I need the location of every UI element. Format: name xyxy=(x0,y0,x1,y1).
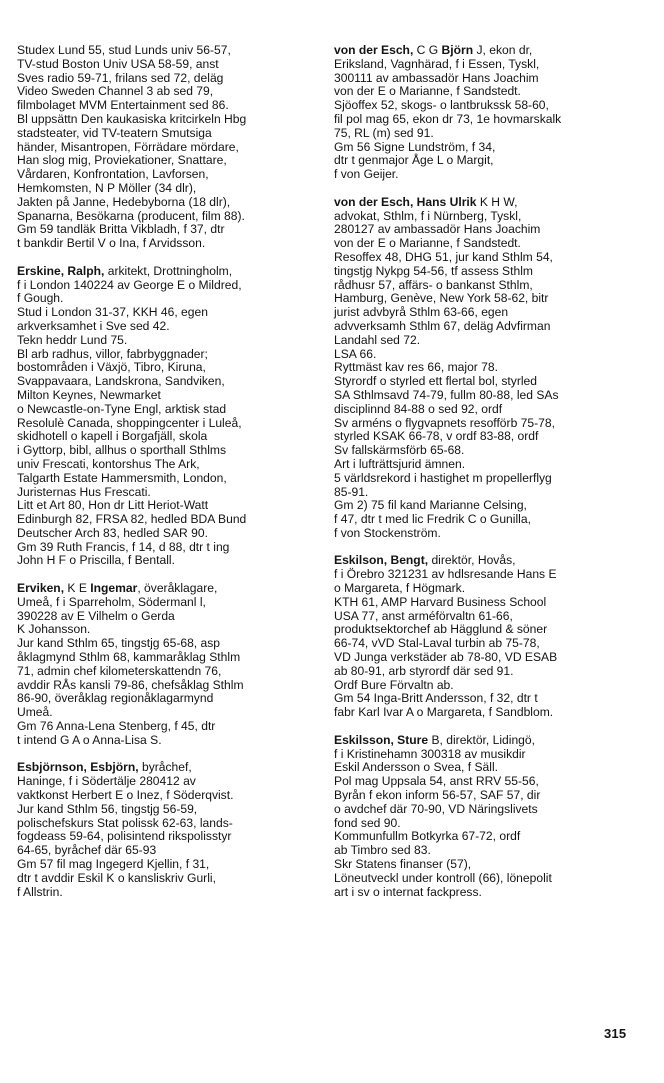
entry-line xyxy=(17,582,309,596)
entry-line xyxy=(334,44,626,58)
entry-text: jurist advbyrå Sthlm 63-66, egen xyxy=(334,305,509,320)
entry-name: Björn xyxy=(441,43,474,57)
entry-text: LSA 66. xyxy=(334,346,377,361)
entry-text: 390228 av E Vilhelm o Gerda xyxy=(17,608,175,623)
entry-text: ab Timbro sed 83. xyxy=(334,843,431,858)
entry-line xyxy=(334,389,626,403)
entry-text: t bankdir Bertil V o Ina, f Arvidsson. xyxy=(17,236,206,251)
entry-line xyxy=(334,458,626,472)
entry-erskine-ralph xyxy=(17,265,309,569)
entry-text: händer, Misantropen, Förrädare mördare, xyxy=(17,139,239,154)
entry-text: USA 77, anst arméförvaltn 61-66, xyxy=(334,608,513,623)
entry-line xyxy=(17,154,309,168)
entry-line xyxy=(334,375,626,389)
entry-erviken-ingemar xyxy=(17,582,309,748)
entry-text: Milton Keynes, Newmarket xyxy=(17,387,161,402)
entry-line xyxy=(334,99,626,113)
entry-text: Tekn heddr Lund 75. xyxy=(17,332,128,347)
entry-text: filmbolaget MVM Entertainment sed 86. xyxy=(17,98,229,113)
entry-text: Gm 57 fil mag Ingegerd Kjellin, f 31, xyxy=(17,857,210,872)
entry-text: 300111 av ambassadör Hans Joachim xyxy=(334,70,539,85)
entry-text: Löneutveckl under kontroll (66), lönepolit xyxy=(334,870,552,885)
entry-text: von der E o Marianne, f Sandstedt. xyxy=(334,84,521,99)
entry-text: arkitekt, Drottningholm, xyxy=(104,263,233,278)
entry-text: Gm 59 tandläk Britta Vikbladh, f 37, dtr xyxy=(17,222,225,237)
entry-line xyxy=(17,389,309,403)
entry-text: Jur kand Sthlm 65, tingstjg 65-68, asp xyxy=(17,636,221,651)
entry-line xyxy=(17,499,309,513)
entry-text: Hemkomsten, N P Möller (34 dlr), xyxy=(17,180,197,195)
entry-text: dtr t avddir Eskil K o kansliskriv Gurli, xyxy=(17,870,216,885)
entry-text: f von Geijer. xyxy=(334,167,399,182)
entry-line xyxy=(17,720,309,734)
entry-text: univ Frescati, kontorshus The Ark, xyxy=(17,456,200,471)
entry-esbjornson-esbjorn xyxy=(17,761,309,899)
entry-eskilsson-sture xyxy=(334,734,626,900)
entry-text: advverksamh Sthlm 67, deläg Advfirman xyxy=(334,318,551,333)
entry-text: Eskil Andersson o Svea, f Säll. xyxy=(334,760,499,775)
entry-text: 66-74, vVD Stal-Laval turbin ab 75-78, xyxy=(334,636,540,651)
entry-text: bostområden i Växjö, Tibro, Kiruna, xyxy=(17,360,206,375)
entry-line xyxy=(334,265,626,279)
entry-text: Haninge, f i Södertälje 280412 av xyxy=(17,774,196,789)
entry-line xyxy=(334,210,626,224)
entry-line xyxy=(334,803,626,817)
entry-line xyxy=(17,872,309,886)
entry-text: produktsektorchef ab Hägglund & söner xyxy=(334,622,548,637)
entry-line xyxy=(334,775,626,789)
entry-line xyxy=(334,568,626,582)
entry-text: stadsteater, vid TV-teatern Smutsiga xyxy=(17,125,212,140)
entry-line xyxy=(17,665,309,679)
entry-text: t intend G A o Anna-Lisa S. xyxy=(17,732,162,747)
entry-line xyxy=(334,58,626,72)
entry-line xyxy=(334,486,626,500)
entry-line xyxy=(17,279,309,293)
entry-text: f Gough. xyxy=(17,291,64,306)
entry-text: TV-stud Boston Univ USA 58-59, anst xyxy=(17,56,219,71)
entry-line xyxy=(17,320,309,334)
entry-text: o Newcastle-on-Tyne Engl, arktisk stad xyxy=(17,401,227,416)
entry-line xyxy=(17,858,309,872)
entry-text: dtr t genmajor Åge L o Margit, xyxy=(334,153,494,168)
entry-line xyxy=(334,872,626,886)
entry-line xyxy=(17,886,309,900)
entry-line xyxy=(334,196,626,210)
entry-line xyxy=(334,72,626,86)
entry-line xyxy=(334,334,626,348)
entry-line xyxy=(17,72,309,86)
entry-line xyxy=(17,596,309,610)
entry-line xyxy=(334,886,626,900)
entry-text: f von Stockenström. xyxy=(334,525,441,540)
entry-text: ab 80-91, arb styrordf där sed 91. xyxy=(334,663,514,678)
entry-line xyxy=(334,706,626,720)
entry-line xyxy=(17,444,309,458)
entry-text: Gm 76 Anna-Lena Stenberg, f 45, dtr xyxy=(17,719,216,734)
entry-line xyxy=(17,458,309,472)
entry-line xyxy=(334,306,626,320)
entry-line xyxy=(334,858,626,872)
entry-line xyxy=(17,99,309,113)
entry-text: åklagmynd Sthlm 68, kammaråklag Sthlm xyxy=(17,650,241,665)
entry-line xyxy=(17,844,309,858)
entry-text: skidhotell o kapell i Borgafjäll, skola xyxy=(17,429,208,444)
entry-text: Bl arb radhus, villor, fabrbyggnader; xyxy=(17,346,208,361)
entry-line xyxy=(17,541,309,555)
entry-line xyxy=(17,513,309,527)
entry-text: Kommunfullm Botkyrka 67-72, ordf xyxy=(334,829,521,844)
entry-line xyxy=(17,472,309,486)
entry-line xyxy=(334,430,626,444)
entry-name: Eskilsson, Sture xyxy=(334,732,429,747)
entry-text: f i Örebro 321231 av hdlsresande Hans E xyxy=(334,567,557,582)
left-column xyxy=(17,44,309,913)
entry-line xyxy=(334,651,626,665)
entry-text: fil pol mag 65, ekon dr 73, 1e hovmarskalk xyxy=(334,111,562,126)
entry-line xyxy=(17,637,309,651)
entry-line xyxy=(334,610,626,624)
entry-line xyxy=(334,527,626,541)
entry-line xyxy=(17,692,309,706)
entry-text: f 47, dtr t med lic Fredrik C o Gunilla, xyxy=(334,512,531,527)
entry-line xyxy=(334,637,626,651)
entry-text: disciplinnd 84-88 o sed 92, ordf xyxy=(334,401,503,416)
entry-text: f i London 140224 av George E o Mildred, xyxy=(17,277,242,292)
entry-line xyxy=(334,665,626,679)
entry-line xyxy=(17,85,309,99)
entry-line xyxy=(17,265,309,279)
entry-text: Sv fallskärmsförb 65-68. xyxy=(334,443,465,458)
entry-line xyxy=(17,361,309,375)
entry-text: J, ekon dr, xyxy=(473,43,533,57)
entry-text: Stud i London 31-37, KKH 46, egen xyxy=(17,305,208,320)
page-number: 315 xyxy=(604,1026,627,1041)
entry-text: Byrån f ekon inform 56-57, SAF 57, dir xyxy=(334,788,541,803)
entry-text: Edinburgh 82, FRSA 82, hedled BDA Bund xyxy=(17,512,247,527)
entry-line xyxy=(334,85,626,99)
entry-line xyxy=(17,789,309,803)
entry-line xyxy=(334,444,626,458)
entry-name: Ingemar xyxy=(90,581,138,596)
entry-text: 5 världsrekord i hastighet m propellerflyg xyxy=(334,470,552,485)
entry-text: f i Kristinehamn 300318 av musikdir xyxy=(334,746,526,761)
entry-text: fogdeass 59-64, polisintend rikspolisstyr xyxy=(17,829,232,844)
entry-text: Gm 56 Signe Lundström, f 34, xyxy=(334,139,496,154)
entry-text: byråchef, xyxy=(138,760,192,775)
entry-line xyxy=(334,761,626,775)
entry-line xyxy=(334,292,626,306)
entry-text: 86-90, överåklag regionåklagarmynd xyxy=(17,691,214,706)
entry-text: Jakten på Janne, Hedebyborna (18 dlr), xyxy=(17,194,231,209)
entry-line xyxy=(334,237,626,251)
entry-line xyxy=(334,789,626,803)
entry-line xyxy=(17,196,309,210)
entry-text: 75, RL (m) sed 91. xyxy=(334,125,434,140)
entry-line xyxy=(334,499,626,513)
entry-text: arkverksamhet i Sve sed 42. xyxy=(17,318,170,333)
entry-text: Han slog mig, Proviekationer, Snattare, xyxy=(17,153,227,168)
entry-text: fond sed 90. xyxy=(334,815,401,830)
entry-text: avddir RÅs kansli 79-86, chefsåklag Sthlm xyxy=(17,677,244,692)
entry-text: K E xyxy=(64,581,91,596)
entry-line xyxy=(334,582,626,596)
entry-line xyxy=(17,706,309,720)
entry-text: Talgarth Estate Hammersmith, London, xyxy=(17,470,227,485)
entry-text: C G xyxy=(413,43,442,57)
entry-text: direktör, Hovås, xyxy=(428,553,516,568)
entry-line xyxy=(334,417,626,431)
entry-text: VD Junga verkstäder ab 78-80, VD ESAB xyxy=(334,650,558,665)
entry-line xyxy=(17,679,309,693)
entry-line xyxy=(334,844,626,858)
entry-text: KTH 61, AMP Harvard Business School xyxy=(334,594,547,609)
entry-text: 71, admin chef kilometerskattendn 76, xyxy=(17,663,222,678)
entry-line xyxy=(334,320,626,334)
entry-text: 280127 av ambassadör Hans Joachim xyxy=(334,222,541,237)
entry-text: Ordf Bure Förvaltn ab. xyxy=(334,677,454,692)
entry-line xyxy=(17,375,309,389)
entry-text: f Allstrin. xyxy=(17,884,63,899)
entry-text: Resolulè Canada, shoppingcenter i Luleå, xyxy=(17,415,242,430)
entry-line xyxy=(334,251,626,265)
entry-name: Erskine, Ralph, xyxy=(17,263,105,278)
entry-line xyxy=(17,527,309,541)
entry-line xyxy=(334,679,626,693)
entry-line xyxy=(17,554,309,568)
entry-text: fabr Karl Ivar A o Margareta, f Sandblom. xyxy=(334,705,554,720)
entry-text: Vårdaren, Konfrontation, Lavforsen, xyxy=(17,167,209,182)
entry-text: o Margareta, f Högmark. xyxy=(334,581,466,596)
entry-text: i Gyttorp, bibl, allhus o sporthall Sthlms xyxy=(17,443,227,458)
entry-text: 64-65, byråchef där 65-93 xyxy=(17,843,157,858)
entry-line xyxy=(334,748,626,762)
entry-line xyxy=(17,141,309,155)
entry-text: von der E o Marianne, f Sandstedt. xyxy=(334,236,521,251)
entry-text: John H F o Priscilla, f Bentall. xyxy=(17,553,175,568)
entry-text: styrled KSAK 66-78, v ordf 83-88, ordf xyxy=(334,429,539,444)
entry-line xyxy=(17,306,309,320)
entry-line xyxy=(17,775,309,789)
entry-line xyxy=(17,623,309,637)
entry-eskilson-bengt xyxy=(334,554,626,720)
entry-text: o avdchef där 70-90, VD Näringslivets xyxy=(334,801,538,816)
entry-text: Gm 39 Ruth Francis, f 14, d 88, dtr t ing xyxy=(17,539,230,554)
entry-line xyxy=(334,472,626,486)
entry-line xyxy=(334,830,626,844)
entry-text: Pol mag Uppsala 54, anst RRV 55-56, xyxy=(334,774,539,789)
entry-text: advokat, Sthlm, f i Nürnberg, Tyskl, xyxy=(334,208,522,223)
entry-text: , överåklagare, xyxy=(137,581,218,596)
entry-text: Umeå. xyxy=(17,705,53,720)
entry-text: Studex Lund 55, stud Lunds univ 56-57, xyxy=(17,43,231,57)
entry-line xyxy=(334,348,626,362)
entry-line xyxy=(334,223,626,237)
entry-line xyxy=(17,417,309,431)
entry-line xyxy=(334,817,626,831)
entry-text: Sves radio 59-71, frilans sed 72, deläg xyxy=(17,70,224,85)
entry-line xyxy=(17,237,309,251)
entry-text: Litt et Art 80, Hon dr Litt Heriot-Watt xyxy=(17,498,209,513)
entry-text: polischefskurs Stat polissk 62-63, lands- xyxy=(17,815,233,830)
entry-text: art i sv o internat fackpress. xyxy=(334,884,482,899)
entry-line xyxy=(17,44,309,58)
entry-line xyxy=(17,610,309,624)
entry-text: Sv arméns o flygvapnets resofförb 75-78, xyxy=(334,415,555,430)
entry-line xyxy=(17,58,309,72)
entry-line xyxy=(17,348,309,362)
entry-line xyxy=(334,623,626,637)
entry-line xyxy=(334,403,626,417)
entry-line xyxy=(17,486,309,500)
entry-line xyxy=(17,403,309,417)
entry-line xyxy=(17,292,309,306)
entry-text: Resoffex 48, DHG 51, jur kand Sthlm 54, xyxy=(334,249,553,264)
entry-line xyxy=(17,803,309,817)
entry-von-der-esch-hans-ulrik xyxy=(334,196,626,541)
entry-line xyxy=(17,430,309,444)
entry-text: K H W, xyxy=(476,194,518,209)
entry-text: vaktkonst Herbert E o Inez, f Söderqvist. xyxy=(17,788,234,803)
entry-name: Eskilson, Bengt, xyxy=(334,553,429,568)
entry-text: Skr Statens finanser (57), xyxy=(334,857,472,872)
entry-line xyxy=(17,830,309,844)
entry-line xyxy=(334,361,626,375)
entry-text: Sjöoffex 52, skogs- o lantbrukssk 58-60, xyxy=(334,98,549,113)
entry-text: tingstjg Nykpg 54-56, tf assess Sthlm xyxy=(334,263,533,278)
entry-text: Svappavaara, Landskrona, Sandviken, xyxy=(17,374,225,389)
entry-text: rådhusr 57, affärs- o bankanst Sthlm, xyxy=(334,277,533,292)
entry-text: Art i lufträttsjurid ämnen. xyxy=(334,456,466,471)
entry-text: Styrordf o styrled ett flertal bol, styrled xyxy=(334,374,537,389)
entry-name: von der Esch, Hans Ulrik xyxy=(334,194,477,209)
entry-line xyxy=(334,513,626,527)
entry-text: Deutscher Arch 83, hedled SAR 90. xyxy=(17,525,208,540)
entry-line xyxy=(17,168,309,182)
entry-line xyxy=(17,223,309,237)
entry-text: Bl uppsättn Den kaukasiska kritcirkeln Hbg xyxy=(17,111,247,126)
entry-von-der-esch-cg-bjorn xyxy=(334,44,626,182)
entry-text: Hamburg, Genève, New York 58-62, bitr xyxy=(334,291,549,306)
entry-line xyxy=(334,154,626,168)
entry-text: K Johansson. xyxy=(17,622,91,637)
entry-text: Eriksland, Vagnhärad, f i Essen, Tyskl, xyxy=(334,56,540,71)
entry-line xyxy=(334,596,626,610)
entry-line xyxy=(17,761,309,775)
entry-line xyxy=(17,817,309,831)
entry-line xyxy=(17,651,309,665)
entry-line xyxy=(334,692,626,706)
entry-text: Gm 54 Inga-Britt Andersson, f 32, dtr t xyxy=(334,691,538,706)
entry-line xyxy=(334,113,626,127)
entry-text: Juristernas Hus Frescati. xyxy=(17,484,151,499)
entry-line xyxy=(334,279,626,293)
entry-continued xyxy=(17,44,309,251)
entry-line xyxy=(17,334,309,348)
entry-text: Video Sweden Channel 3 ab sed 79, xyxy=(17,84,214,99)
entry-line xyxy=(17,127,309,141)
entry-text: 85-91. xyxy=(334,484,369,499)
entry-line xyxy=(17,734,309,748)
entry-text: Ryttmäst kav res 66, major 78. xyxy=(334,360,498,375)
entry-line xyxy=(334,168,626,182)
entry-text: Spanarna, Besökarna (producent, film 88). xyxy=(17,208,245,223)
entry-text: Landahl sed 72. xyxy=(334,332,421,347)
entry-line xyxy=(17,113,309,127)
entry-name: Erviken, xyxy=(17,581,65,596)
entry-text: B, direktör, Lidingö, xyxy=(428,732,535,747)
entry-text: Umeå, f i Sparreholm, Södermanl l, xyxy=(17,594,206,609)
entry-name: von der Esch, xyxy=(334,43,414,57)
entry-name: Esbjörnson, Esbjörn, xyxy=(17,760,139,775)
entry-line xyxy=(334,734,626,748)
entry-line xyxy=(334,127,626,141)
entry-line xyxy=(17,182,309,196)
entry-text: Jur kand Sthlm 56, tingstjg 56-59, xyxy=(17,801,198,816)
entry-line xyxy=(17,210,309,224)
entry-line xyxy=(334,554,626,568)
entry-text: SA Sthlmsavd 74-79, fullm 80-88, led SAs xyxy=(334,387,559,402)
right-column xyxy=(334,44,626,913)
entry-text: Gm 2) 75 fil kand Marianne Celsing, xyxy=(334,498,527,513)
